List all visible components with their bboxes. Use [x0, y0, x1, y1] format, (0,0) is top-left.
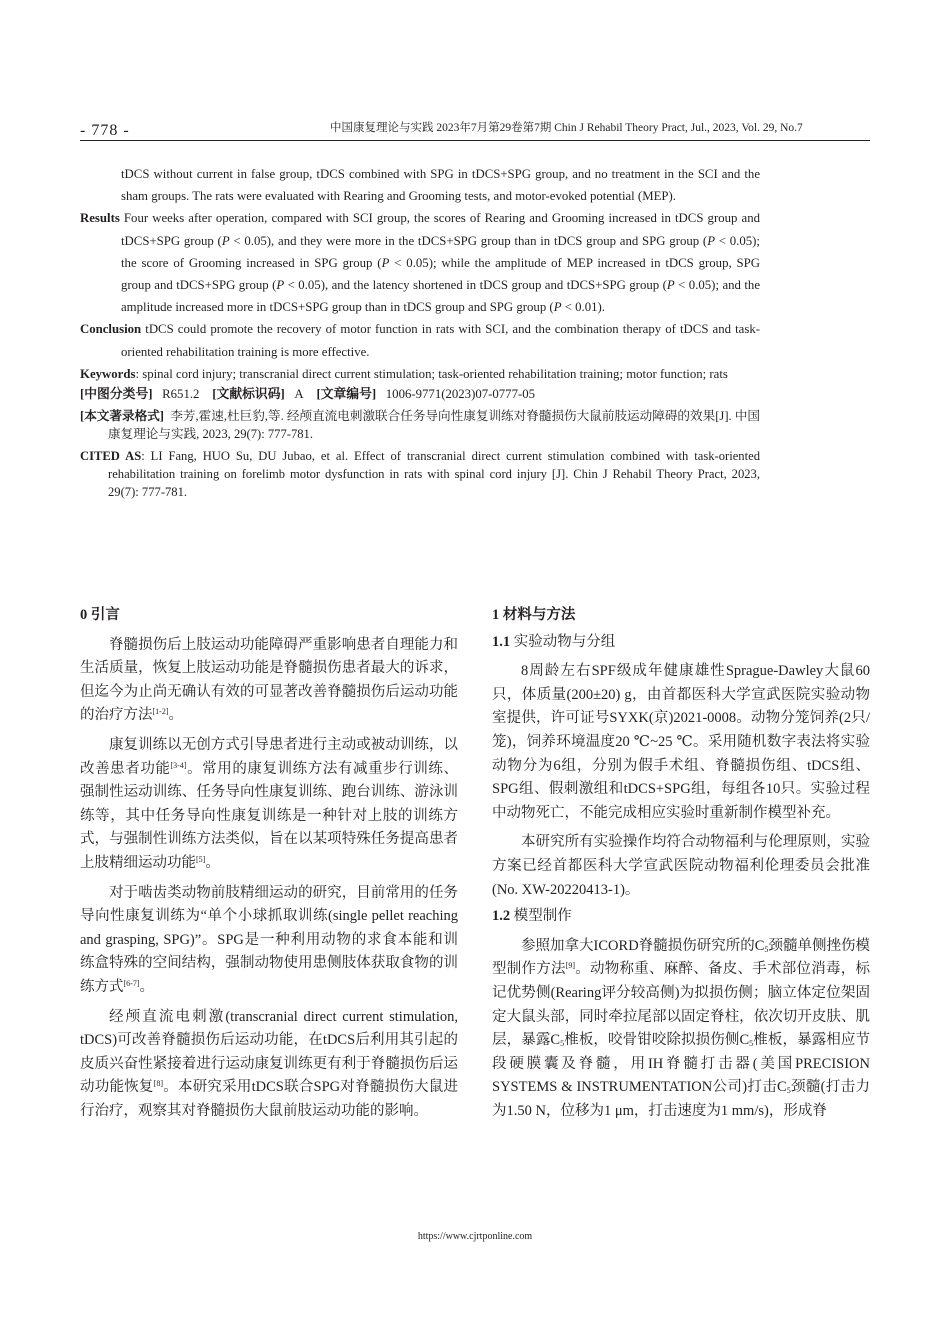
methods-paragraph-1: 8周龄左右SPF级成年健康雄性Sprague-Dawley大鼠60只，体质量(200±20) g，由首都医科大学宣武医院实验动物室提供，许可证号SYXK(京)2021-0008。动物分笼饲养(2只/笼)，饲养环境温度20 ℃~25 ℃。采用随机数字表法将实验动物分为6组，分别为假手术组、脊髓损伤组、tDCS组、SPG组、假刺激组和tDCS+SPG组，每组各10只。实验过程中动物死亡，不能完成相应实验时重新制作模型补充。 [492, 663, 870, 821]
intro-paragraph-3: 对于啮齿类动物前肢精细运动的研究，目前常用的任务导向性康复训练为“单个小球抓取训练(single pellet reaching and grasping, SPG)”。SPG是一种利用动物的求食本能和训练盒特殊的空间结构，强制动物使用患侧肢体获取食物的训练方式[6-7]。 [80, 884, 458, 995]
cited-as: CITED AS: LI Fang, HUO Su, DU Jubao, et al. Effect of transcranial direct current stimulation combined with task-oriented rehabilitation training on forelimb motor dysfunction in rats with spinal cord injury [J]. Chin J Rehabil Theory Pract, 2023, 29(7): 777-781. [80, 449, 760, 500]
methods-paragraph-2: 本研究所有实验操作均符合动物福利与伦理原则，实验方案已经首都医科大学宣武医院动物福利伦理委员会批准(No. XW-20220413-1)。 [492, 834, 870, 898]
footer-url[interactable]: https://www.cjrtponline.com [417, 1231, 533, 1242]
subsection-heading-1-2: 1.2 模型制作 [492, 908, 572, 925]
header-rule [80, 140, 870, 141]
classification-line: [中图分类号] R651.2 [文献标识码] A [文章编号] 1006-9771(2023)07-0777-05 [80, 387, 536, 402]
section-heading-methods: 1 材料与方法 [492, 607, 576, 623]
results-label: Results [80, 211, 120, 226]
abstract-results: Results Four weeks after operation, compared with SCI group, the scores of Rearing and Grooming increased in tDCS group and tDCS+SPG group (P < 0.05), and they were more in the tDCS+SPG group than in tDCS group and SPG group (P < 0.05); the score of Grooming increased in SPG group (P < 0.05); while the amplitude of MEP increased in tDCS group, SPG group and tDCS+SPG group (P < 0.05), and the latency shortened in tDCS group and tDCS+SPG group (P < 0.05); and the amplitude increased more in tDCS+SPG group than in tDCS group and SPG group (P < 0.01). [80, 211, 761, 315]
keywords-label: Keywords [80, 366, 136, 381]
left-column [80, 604, 458, 1123]
methods-paragraph-3: 参照加拿大ICORD脊髓损伤研究所的$C_5$颈髓单侧挫伤模型制作方法[9]。动物称重、麻醉、备皮、手术部位消毒，标记优势侧(Rearing评分较高侧)为拟损伤侧；脑立体定位架固定大鼠头部，同时牵拉尾部以固定脊柱，依次切开皮肤、肌层，暴露$C_5$椎板，咬骨钳咬除拟损伤侧$C_5$椎板，暴露相应节段硬膜囊及脊髓，用IH脊髓打击器(美国PRECISION SYSTEMS & INSTRUMENTATION公司)打击$C_5$颈髓(打击力为1.50 N，位移为1 μm，打击速度为1 mm/s)，形成脊 [492, 937, 871, 1119]
abstract-conclusion: Conclusion tDCS could promote the recovery of motor function in rats with SCI, and the combination therapy of tDCS and task-oriented rehabilitation training is more effective. [80, 322, 760, 359]
abstract-block [80, 163, 760, 501]
abstract-methods-continuation: tDCS without current in false group, tDCS combined with SPG in tDCS+SPG group, and no treatment in the SCI and the sham groups. The rats were evaluated with Rearing and Grooming tests, and motor-evoked potential (MEP). [121, 167, 760, 204]
conclusion-label: Conclusion [80, 322, 142, 337]
intro-paragraph-1: 脊髓损伤后上肢运动功能障碍严重影响患者自理能力和生活质量，恢复上肢运动功能是脊髓损伤患者最大的诉求，但迄今为止尚无确认有效的可显著改善脊髓损伤后运动功能的治疗方法[1-2]。 [80, 636, 458, 724]
running-header: 中国康复理论与实践 2023年7月第29卷第7期 Chin J Rehabil Theory Pract, Jul., 2023, Vol. 29, No.7 [330, 122, 803, 134]
intro-paragraph-4: 经颅直流电刺激(transcranial direct current stimulation, tDCS)可改善脊髓损伤后运动功能，在tDCS后利用其引起的皮质兴奋性紧接着进行运动康复训练更有利于脊髓损伤后运动功能恢复[8]。本研究采用tDCS联合SPG对脊髓损伤大鼠进行治疗，观察其对脊髓损伤大鼠前肢运动功能的影响。 [80, 1008, 459, 1119]
right-column [492, 604, 870, 1123]
abstract-keywords: Keywords: spinal cord injury; transcranial direct current stimulation; task-oriented rehabilitation training; motor function; rats [80, 366, 728, 381]
section-heading-intro: 0 引言 [80, 607, 120, 623]
citation-format-zh: [本文著录格式] 李芳,霍速,杜巨豹,等. 经颅直流电刺激联合任务导向性康复训练对脊髓损伤大鼠前肢运动障碍的效果[J]. 中国康复理论与实践, 2023, 29(7): 777-781. [80, 409, 761, 442]
subsection-heading-1-1: 1.1 实验动物与分组 [492, 633, 616, 650]
page-number: - 778 - [80, 122, 130, 139]
intro-paragraph-2: 康复训练以无创方式引导患者进行主动或被动训练，以改善患者功能[3-4]。常用的康复训练方法有减重步行训练、强制性运动训练、任务导向性康复训练、跑台训练、游泳训练等，其中任务导向性康复训练是一种针对上肢的训练方式，与强制性训练方法类似，旨在以某项特殊任务提高患者上肢精细运动功能[5]。 [80, 736, 458, 871]
